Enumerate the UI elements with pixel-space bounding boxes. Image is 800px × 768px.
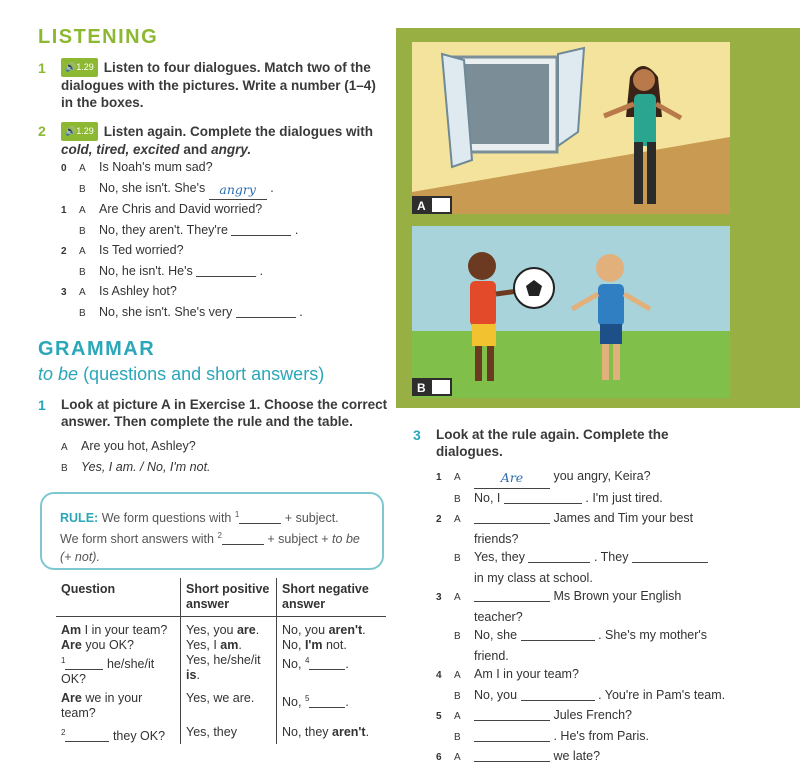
dialogue-0-b: B No, she isn't. She's angry . — [61, 179, 391, 201]
dialogue-list — [61, 158, 391, 323]
exercise-3-instructions: Look at the rule again. Complete the dialogues. — [436, 427, 669, 459]
ex3-item-2-b-cont: in my class at school. — [474, 570, 593, 585]
table-row: Are we in your team? Yes, we are. No, $^5$ . — [56, 687, 386, 721]
table-header-negative: Short negative answer — [277, 578, 387, 617]
answer-blank[interactable] — [236, 317, 296, 318]
speaker-icon: 🔊 — [65, 62, 77, 72]
ex3-item-2-a-cont: friends? — [474, 531, 519, 546]
audio-badge[interactable]: 🔊1.29 — [61, 58, 98, 77]
answer-blank[interactable] — [474, 761, 550, 762]
table-blank[interactable] — [309, 669, 345, 670]
answer-blank[interactable] — [474, 601, 550, 602]
dialogue-0-a: 0 A Is Noah's mum sad? — [61, 160, 213, 174]
grammar-table — [56, 578, 386, 744]
dialogue-1-a: 1 A Are Chris and David worried? — [61, 202, 263, 216]
ex3-item-1-a: 1 A Are you angry, Keira? — [436, 467, 786, 489]
ex3-item-4-a: 4 A Am I in your team? — [436, 667, 579, 681]
exercise-3-list — [436, 467, 786, 768]
ex3-item-6-a: 6 A we late? — [436, 749, 601, 763]
speaker-icon: 🔊 — [65, 126, 77, 136]
table-header-question: Question — [56, 578, 181, 617]
exercise-2-instructions: 🔊1.29 Listen again. Complete the dialogues with cold, tired, excited and angry. — [61, 124, 374, 157]
answer-blank[interactable] — [474, 720, 550, 721]
grammar-exercise-1-instructions: Look at picture A in Exercise 1. Choose the correct answer. Then complete the rule and the table. — [61, 397, 388, 429]
ex3-item-3-a: 3 A Ms Brown your English — [436, 589, 682, 603]
answer-blank[interactable] — [521, 700, 595, 701]
picture-b-label: B — [417, 381, 426, 395]
exercise-3-number: 3 — [413, 427, 421, 443]
dialogue-2-a: 2 A Is Ted worried? — [61, 243, 184, 257]
picture-b — [412, 226, 730, 398]
answer-blank[interactable]: angry — [209, 180, 267, 201]
exercise-1-instructions: 🔊1.29 Listen to four dialogues. Match two of the dialogues with the pictures. Write a number (1–4) in the boxes. — [61, 60, 376, 110]
rule-blank-1[interactable] — [239, 523, 281, 524]
rule-text: RULE: We form questions with $^1$ + subject. We form short answers with $^2$ + subject + to be (+ not). — [60, 510, 360, 565]
table-row: Am I in your team? Are you OK? Yes, you are. Yes, I am. No, you aren't. No, I'm not. — [56, 617, 386, 654]
table-row: $^1$ he/she/it OK? Yes, he/she/it is. No, $^4$ . — [56, 653, 386, 687]
grammar-exercise-1-number: 1 — [38, 397, 46, 413]
dialogue-3-a: 3 A Is Ashley hot? — [61, 284, 177, 298]
ex3-item-5-a: 5 A Jules French? — [436, 708, 632, 722]
answer-blank[interactable] — [474, 523, 550, 524]
ex3-item-2-a: 2 A James and Tim your best — [436, 511, 694, 525]
ex3-item-3-a-cont: teacher? — [474, 609, 523, 624]
ex3-item-2-b: B Yes, they . They — [436, 548, 786, 569]
answer-blank[interactable] — [474, 741, 550, 742]
ex3-item-5-b: B . He's from Paris. — [454, 728, 649, 743]
answer-blank[interactable]: Are — [474, 469, 550, 489]
audio-badge[interactable]: 🔊1.29 — [61, 122, 98, 141]
exercise-1-number: 1 — [38, 60, 46, 76]
exercise-2-number: 2 — [38, 123, 46, 139]
answer-blank[interactable] — [504, 503, 582, 504]
table-header-positive: Short positive answer — [181, 578, 277, 617]
picture-a-label: A — [417, 199, 426, 213]
answer-blank[interactable] — [231, 235, 291, 236]
ex3-item-4-b: B No, you . You're in Pam's team. — [454, 687, 726, 702]
ex3-item-3-b: B No, she . She's my mother's — [454, 628, 708, 642]
listening-heading: LISTENING — [38, 26, 159, 48]
ex3-item-3-b-cont: friend. — [474, 648, 509, 663]
table-row: $^2$ they OK? Yes, they No, they aren't. — [56, 721, 386, 744]
dialogue-1-b: B No, they aren't. They're . — [79, 222, 299, 237]
answer-blank[interactable] — [521, 640, 595, 641]
picture-a — [412, 42, 730, 214]
grammar-subtitle: to be (questions and short answers) — [38, 364, 325, 384]
grammar-example: A Are you hot, Ashley? B Yes, I am. / No, I'm not. — [61, 439, 211, 474]
football-icon — [514, 268, 554, 308]
table-blank[interactable] — [309, 707, 345, 708]
answer-blank[interactable] — [632, 562, 708, 563]
table-blank[interactable] — [65, 741, 109, 742]
dialogue-2-b: B No, he isn't. He's . — [79, 263, 264, 278]
ex3-item-1-b: B No, I . I'm just tired. — [454, 490, 663, 505]
grammar-heading: GRAMMAR — [38, 338, 156, 360]
dialogue-3-b: B No, she isn't. She's very . — [79, 304, 303, 319]
answer-blank[interactable] — [528, 562, 590, 563]
rule-blank-2[interactable] — [222, 544, 264, 545]
answer-blank[interactable] — [196, 276, 256, 277]
table-blank[interactable] — [65, 669, 103, 670]
